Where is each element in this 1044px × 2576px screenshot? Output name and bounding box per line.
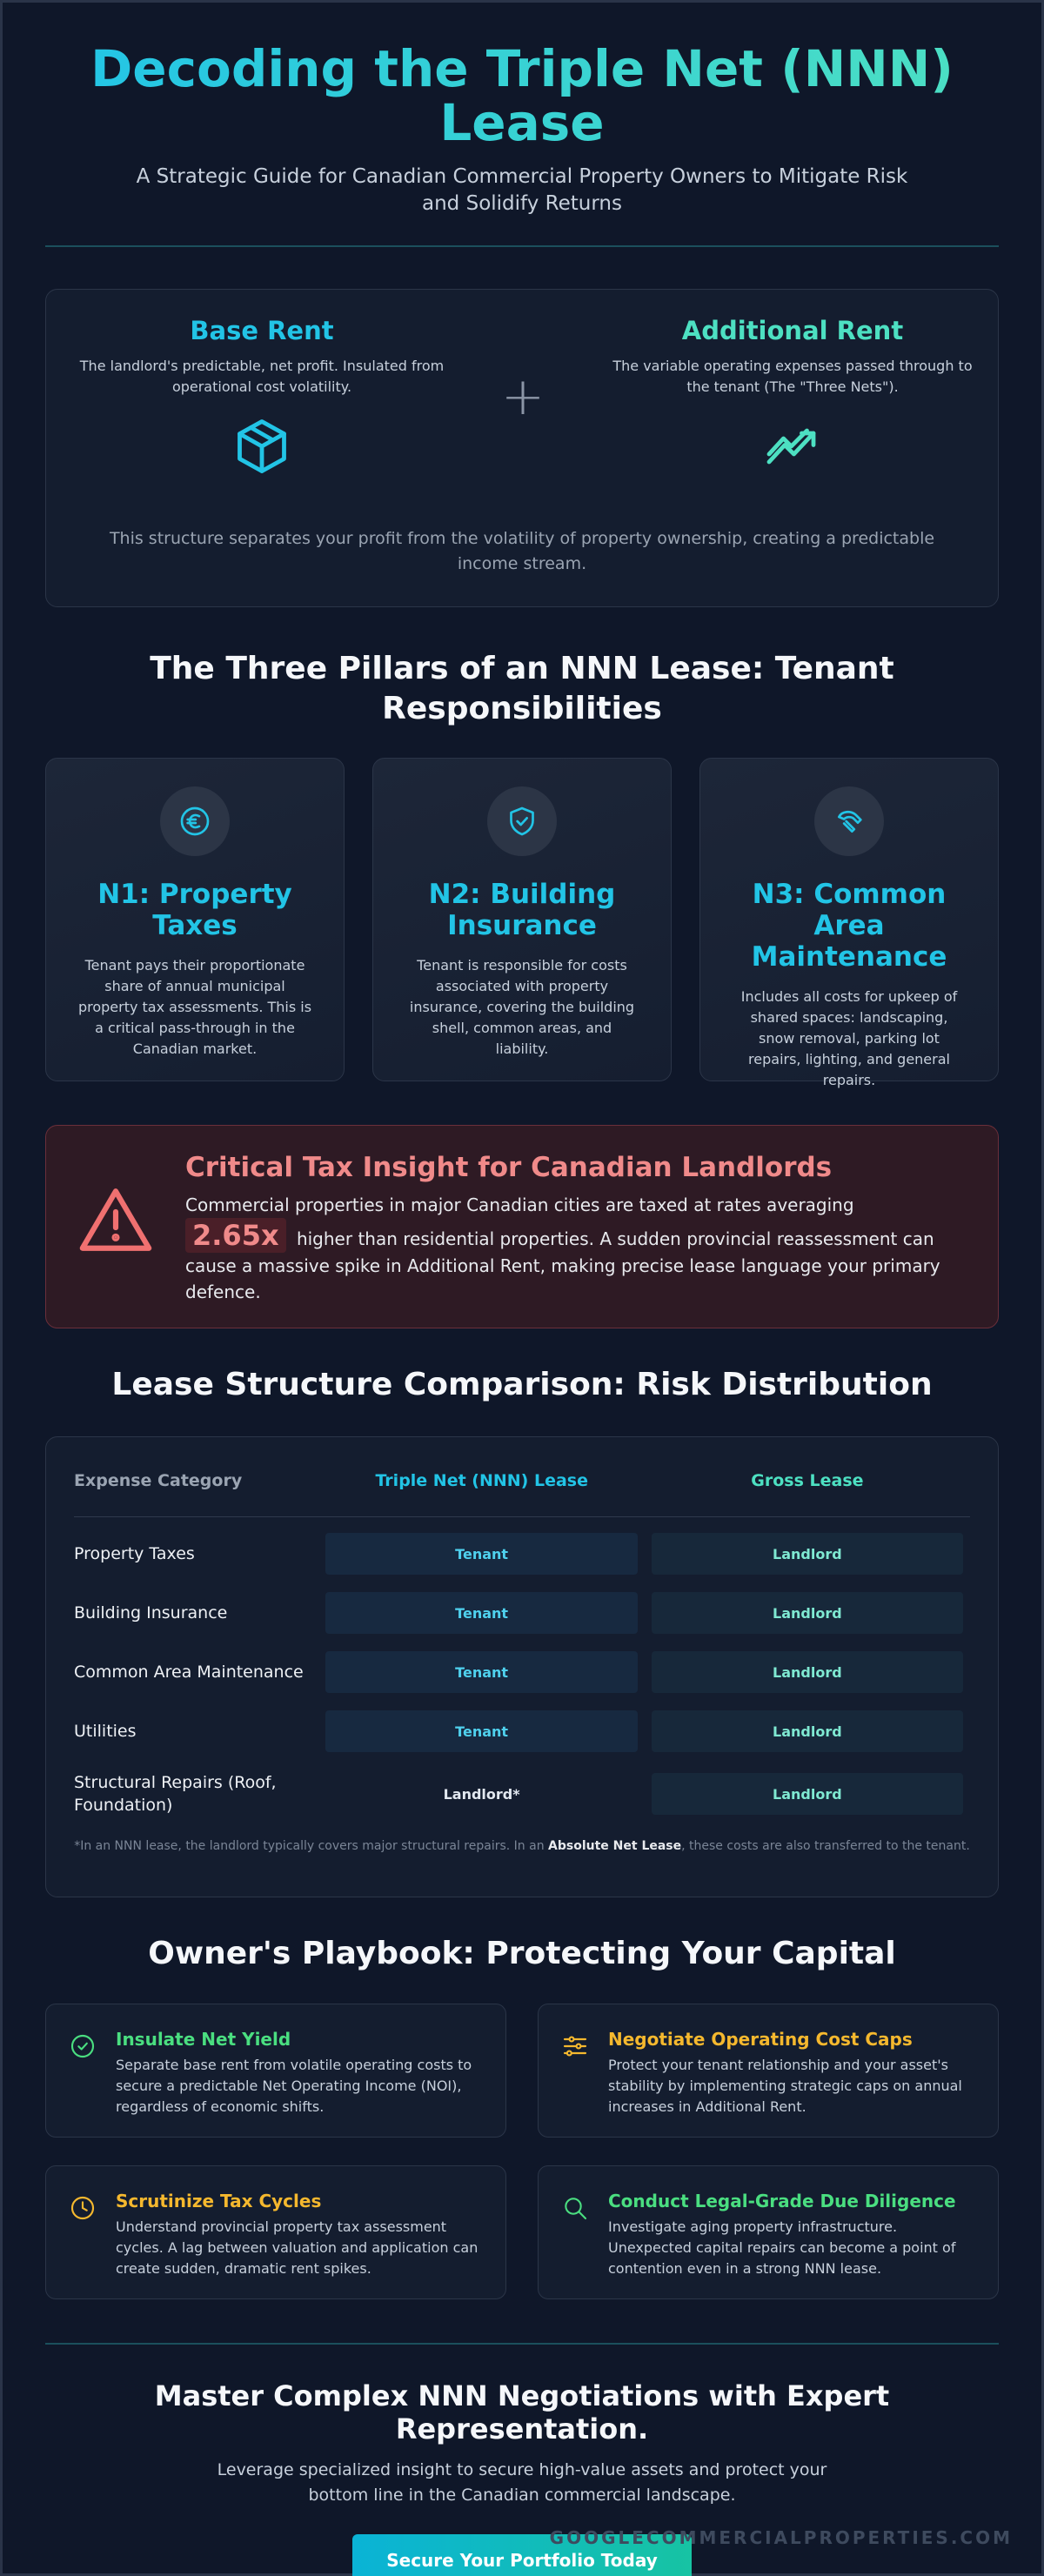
shield-check-icon	[487, 786, 557, 856]
warning-icon	[77, 1185, 154, 1258]
additional-rent-description: The variable operating expenses passed through to the tenant (The "Three Nets").	[612, 358, 973, 395]
nnn-responsibility: Tenant	[325, 1533, 637, 1575]
playbook-description: Investigate aging property infrastructure. Unexpected capital repairs can become a point of contention even in a strong NNN lease.	[608, 2218, 956, 2277]
alert-title: Critical Tax Insight for Canadian Landlords	[185, 1152, 833, 1183]
divider	[45, 2343, 999, 2345]
column-header-gross: Gross Lease	[751, 1470, 864, 1490]
nnn-responsibility: Tenant	[325, 1710, 637, 1752]
cube-icon	[231, 415, 293, 478]
pillar-title: N1: Property Taxes	[97, 879, 292, 941]
gross-responsibility: Landlord	[652, 1651, 963, 1693]
pillar-card-building-insurance	[372, 758, 672, 1081]
additional-rent-title: Additional Rent	[681, 316, 904, 345]
pillars-heading: The Three Pillars of an NNN Lease: Tenant Responsibilities	[150, 651, 894, 726]
playbook-title: Scrutinize Tax Cycles	[116, 2191, 322, 2211]
euro-coin-icon	[160, 786, 230, 856]
alert-text-before: Commercial properties in major Canadian cities are taxed at rates averaging	[185, 1194, 854, 1215]
base-rent-title: Base Rent	[190, 316, 334, 345]
pillar-title: N3: Common Area Maintenance	[751, 879, 947, 973]
nnn-responsibility: Tenant	[325, 1592, 637, 1634]
table-row	[74, 1590, 970, 1636]
row-category: Property Taxes	[74, 1544, 195, 1563]
sliders-icon	[561, 2032, 589, 2064]
trending-chart-icon	[761, 415, 824, 478]
row-category: Utilities	[74, 1722, 137, 1741]
nnn-responsibility: Landlord*	[443, 1785, 520, 1803]
playbook-card-due-diligence	[538, 2165, 999, 2299]
comparison-table	[45, 1436, 999, 1897]
playbook-description: Separate base rent from volatile operating costs to secure a predictable Net Operating Income (NOI), regardless of economic shifts.	[116, 2057, 472, 2115]
playbook-card-insulate-yield	[45, 2004, 506, 2138]
base-rent-column	[79, 316, 445, 478]
pillars-grid	[45, 758, 999, 1088]
additional-rent-column	[610, 316, 975, 478]
playbook-card-tax-cycles	[45, 2165, 506, 2299]
search-icon	[561, 2194, 589, 2225]
pillar-card-common-area-maintenance	[699, 758, 999, 1088]
pillar-description: Includes all costs for upkeep of shared spaces: landscaping, snow removal, parking lot repairs, lighting, and general repairs.	[740, 988, 958, 1088]
row-category: Building Insurance	[74, 1603, 228, 1623]
table-row	[74, 1709, 970, 1754]
row-category: Common Area Maintenance	[74, 1663, 304, 1682]
playbook-grid	[45, 2004, 999, 2327]
cta-description: Leverage specialized insight to secure high-value assets and protect your bottom line in the Canadian commercial landscape.	[217, 2460, 827, 2505]
table-footnote	[74, 1839, 970, 1853]
gross-responsibility: Landlord	[652, 1773, 963, 1815]
nnn-responsibility: Tenant	[325, 1651, 637, 1693]
divider	[45, 245, 999, 247]
gross-responsibility: Landlord	[652, 1592, 963, 1634]
playbook-card-cost-caps	[538, 2004, 999, 2138]
infographic	[45, 0, 999, 2576]
pillar-title: N2: Building Insurance	[428, 879, 616, 941]
page-subtitle: A Strategic Guide for Canadian Commercial Property Owners to Mitigate Risk and Solidify Returns	[136, 165, 908, 215]
playbook-title: Negotiate Operating Cost Caps	[608, 2029, 913, 2050]
table-header	[74, 1444, 970, 1517]
plus-icon: +	[500, 366, 545, 427]
pillar-description: Tenant is responsible for costs associated with property insurance, covering the building shell, common areas, and liability.	[409, 957, 635, 1057]
alert-text-after: higher than residential properties. A sudden provincial reassessment can cause a massive spike in Additional Rent, making precise lease language your primary defence.	[185, 1228, 940, 1302]
footnote-text-after: , these costs are also transferred to the tenant.	[681, 1839, 970, 1853]
tax-insight-alert	[45, 1125, 999, 1328]
secure-portfolio-button[interactable]: Secure Your Portfolio Today	[352, 2534, 692, 2576]
rent-structure-note: This structure separates your profit from the volatility of property ownership, creating a predictable income stream.	[109, 529, 935, 573]
gross-responsibility: Landlord	[652, 1710, 963, 1752]
tax-multiplier-highlight: 2.65x	[185, 1218, 286, 1253]
playbook-description: Protect your tenant relationship and your asset's stability by implementing strategic caps on annual increases in Additional Rent.	[608, 2057, 962, 2115]
playbook-title: Conduct Legal-Grade Due Diligence	[608, 2191, 956, 2211]
pillar-description: Tenant pays their proportionate share of annual municipal property tax assessments. This is a critical pass-through in the Canadian market.	[77, 957, 312, 1057]
footnote-text-before: *In an NNN lease, the landlord typically covers major structural repairs. In an	[74, 1839, 545, 1853]
playbook-heading: Owner's Playbook: Protecting Your Capital	[148, 1936, 896, 1971]
column-header-category: Expense Category	[74, 1470, 243, 1490]
rent-structure-card	[45, 289, 999, 607]
table-row	[74, 1531, 970, 1576]
base-rent-description: The landlord's predictable, net profit. Insulated from operational cost volatility.	[79, 358, 445, 395]
table-row	[74, 1766, 970, 1822]
row-category: Structural Repairs (Roof, Foundation)	[74, 1773, 277, 1815]
gross-responsibility: Landlord	[652, 1533, 963, 1575]
page-title: Decoding the Triple Net (NNN) Lease	[45, 42, 999, 150]
cta-heading: Master Complex NNN Negotiations with Expert Representation.	[154, 2379, 890, 2446]
playbook-description: Understand provincial property tax assessment cycles. A lag between valuation and application can create sudden, dramatic rent spikes.	[116, 2218, 478, 2277]
pillar-card-property-taxes	[45, 758, 345, 1081]
footer-brand: GOOGLECOMMERCIALPROPERTIES.COM	[549, 2527, 1013, 2548]
playbook-title: Insulate Net Yield	[116, 2029, 291, 2050]
comparison-heading: Lease Structure Comparison: Risk Distribution	[111, 1367, 933, 1402]
clock-icon	[69, 2194, 97, 2225]
wrench-icon	[814, 786, 884, 856]
alert-body	[185, 1192, 951, 1305]
footnote-bold: Absolute Net Lease	[548, 1839, 682, 1853]
table-row	[74, 1649, 970, 1695]
check-circle-icon	[69, 2032, 97, 2064]
column-header-nnn: Triple Net (NNN) Lease	[375, 1470, 588, 1490]
